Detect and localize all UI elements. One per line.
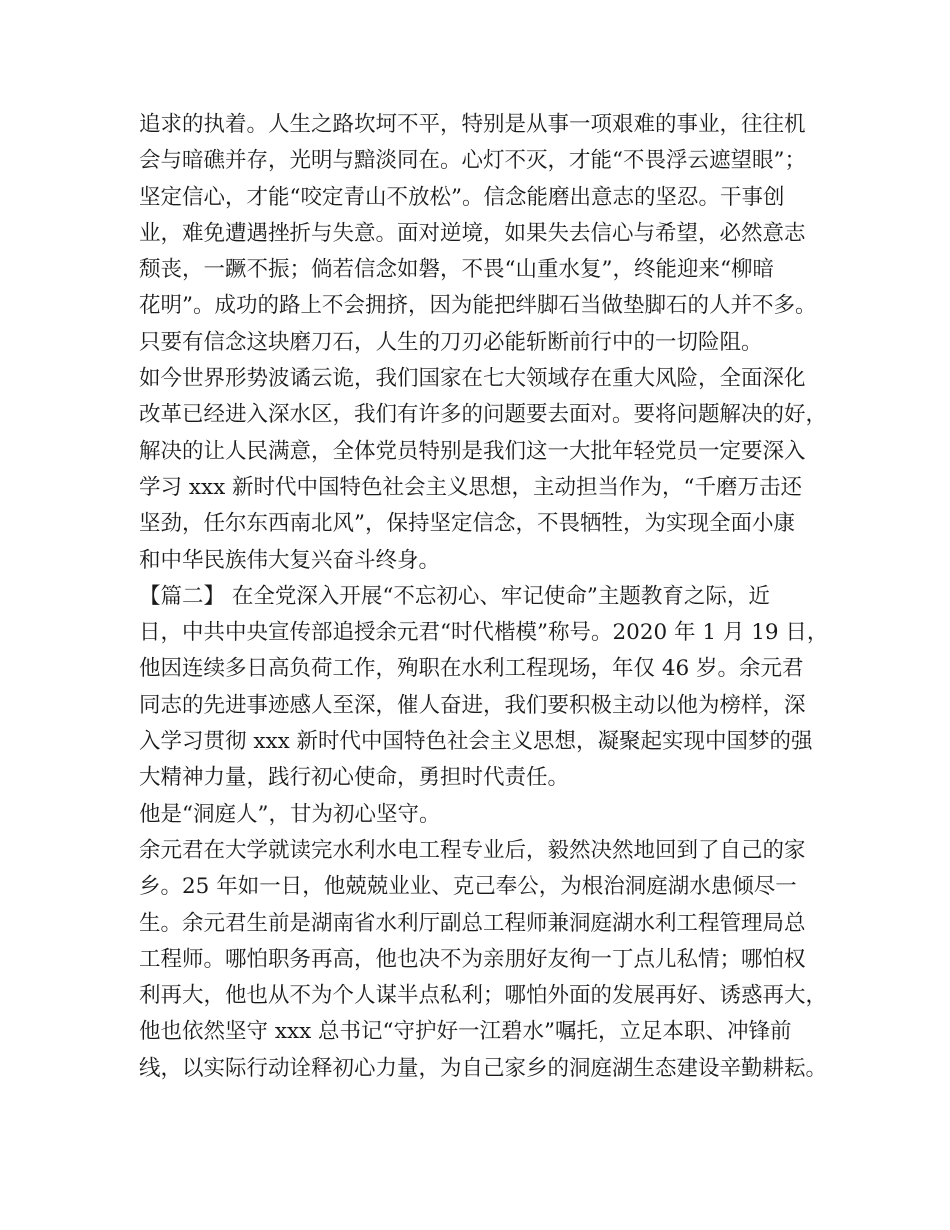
paragraph-heading-dongting: 他是“洞庭人”，甘为初心坚守。 [139,801,441,827]
paragraph-world-situation: 如今世界形势波谲云诡，我们国家在七大领域存在重大风险，全面深化 改革已经进入深水区，我们有许多的问题要去面对。要将问题解决的好， 解决的让人民满意，全体党员特别是我们这一大批年轻党员一定要深入 学习 xxx 新时代中国特色社会主义思想，主动担当作为，“千磨万击还 坚劲，任尔东西南北风”，保持坚定信念，不畏牺牲，为实现全面小康 和中华民族伟大复兴奋斗终身。 [139,366,828,573]
document-body [139,107,829,1087]
paragraph-persistence: 追求的执着。人生之路坎坷不平，特别是从事一项艰难的事业，往往机 会与暗礁并存，光明与黯淡同在。心灯不灭，才能“不畏浮云遮望眼”； 坚定信心，才能“咬定青山不放松”。信念能磨出意志的坚忍。干事创 业，难免遭遇挫折与失意。面对逆境，如果失去信心与希望，必然意志 颓丧，一蹶不振；倘若信念如磐，不畏“山重水复”，终能迎来“柳暗 花明”。成功的路上不会拥挤，因为能把绊脚石当做垫脚石的人并不多。 只要有信念这块磨刀石，人生的刀刃必能斩断前行中的一切险阻。 [139,112,817,355]
paragraph-yu-yuanjun: 余元君在大学就读完水利水电工程专业后，毅然决然地回到了自己的家 乡。25 年如一日，他兢兢业业、克己奉公，为根治洞庭湖水患倾尽一 生。余元君生前是湖南省水利厅副总工程师兼洞庭湖水利工程管理局总 工程师。哪怕职务再高，他也决不为亲朋好友徇一丁点儿私情；哪怕权 利再大，他也从不为个人谋半点私利；哪怕外面的发展再好、诱惑再大， 他也依然坚守 xxx 总书记“守护好一江碧水”嘱托，立足本职、冲锋前 线，以实际行动诠释初心力量，为自己家乡的洞庭湖生态建设辛勤耕耘。 [139,837,828,1081]
paragraph-part-two: 【篇二】 在全党深入开展“不忘初心、牢记使命”主题教育之际，近 日，中共中央宣传部追授余元君“时代楷模”称号。2020 年 1 月 19 日， 他因连续多日高负荷工作，殉职在水利工程现场，年仅 46 岁。余元君 同志的先进事迹感人至深，催人奋进，我们要积极主动以他为榜样，深 入学习贯彻 xxx 新时代中国特色社会主义思想，凝聚起实现中国梦的强 大精神力量，践行初心使命，勇担时代责任。 [139,583,829,791]
